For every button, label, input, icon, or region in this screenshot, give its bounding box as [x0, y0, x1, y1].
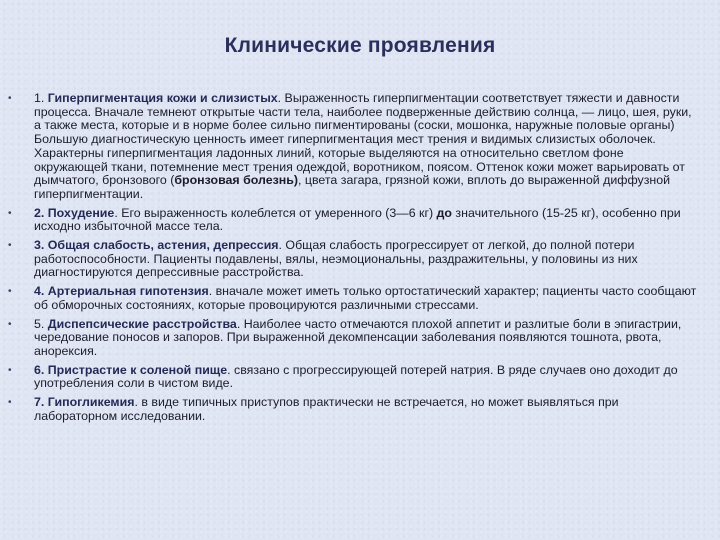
bullet-list — [0, 92, 720, 423]
item-number: 1. — [34, 91, 48, 105]
list-item — [0, 92, 720, 202]
item-heading: Общая слабость, астения, депрессия — [47, 238, 279, 253]
item-text-tail: , цвета загара, грязной кожи, вплоть до выраженной диффузной гиперпигментации. — [34, 173, 671, 201]
item-text: . в виде типичных приступов практически не встречается, но может выявляться при лабораторном исследовании. — [34, 395, 619, 423]
bullet-icon: • — [8, 93, 12, 104]
item-heading: Пристрастие к соленой пище — [47, 362, 228, 377]
item-text: . Его выраженность колеблется от умеренного (3—6 кг) — [114, 205, 437, 220]
item-heading: Гипогликемия — [47, 395, 135, 410]
item-number: 6. — [34, 362, 48, 377]
item-bold-text: бронзовая болезнь) — [174, 173, 298, 188]
item-heading: Артериальная гипотензия — [47, 284, 209, 299]
list-item — [0, 364, 720, 391]
list-item — [0, 285, 720, 312]
bullet-icon: • — [8, 364, 12, 376]
list-item — [0, 239, 720, 280]
item-text-tail: значительного (15-25 кг), особенно при исходно избыточной массе тела. — [34, 205, 681, 234]
item-heading: Гиперпигментация кожи и слизистых — [47, 91, 278, 105]
bullet-icon: • — [8, 286, 12, 298]
item-number: 2. — [34, 205, 48, 220]
list-item — [0, 207, 720, 234]
item-number: 5. — [34, 316, 48, 331]
item-number: 3. — [34, 238, 48, 253]
item-text: . Наиболее часто отмечаются плохой аппетит и разлитые боли в эпигастрии, чередование поносов и запоров. При выраженной декомпенсации заболевания появляются тошнота, рвота, анорексия. — [34, 316, 682, 358]
item-text: . вначале может иметь только ортостатический характер; пациенты часто сообщают об обморочных состояниях, которые провоцируются различными стрессами. — [34, 284, 697, 312]
item-text: . Выраженность гиперпигментации соответствует тяжести и давности процесса. Вначале темнеют открытые части тела, наиболее подверженные действию солнца, — лицо, шея, руки, а также места, которые и в норме более сильно пигментированы (соски, мошонка, наружные половые органы) Большую диагностическую ценность имеет гиперпигментация мест трения и видимых слизистых оболочек. Характерны гиперпигментация ладонных линий, которые выделяются на относительно светлом фоне окружающей ткани, потемнение мест трения одеждой, воротником, поясом. Оттенок кожи может варьировать от дымчатого, бронзового ( — [34, 91, 692, 188]
list-item — [0, 396, 720, 423]
bullet-icon: • — [8, 240, 12, 252]
item-text: . связано с прогрессирующей потерей натрия. В ряде случаев оно доходит до употребления соли в чистом виде. — [34, 362, 678, 391]
slide-title: Клинические проявления — [224, 34, 496, 57]
item-text: . Общая слабость прогрессирует от легкой, до полной потери работоспособности. Пациенты подавлены, вялы, неэмоциональны, раздражительны, у половины из них диагностируются депрессивные расстройства. — [34, 238, 638, 280]
item-bold-text: до — [436, 205, 452, 220]
item-number: 7. — [34, 395, 48, 410]
item-heading: Похудение — [47, 205, 115, 220]
bullet-icon: • — [8, 397, 12, 409]
bullet-icon: • — [8, 207, 12, 219]
list-item — [0, 318, 720, 359]
bullet-icon: • — [8, 318, 12, 330]
item-heading: Диспепсические расстройства — [47, 316, 237, 331]
item-number: 4. — [34, 284, 48, 299]
